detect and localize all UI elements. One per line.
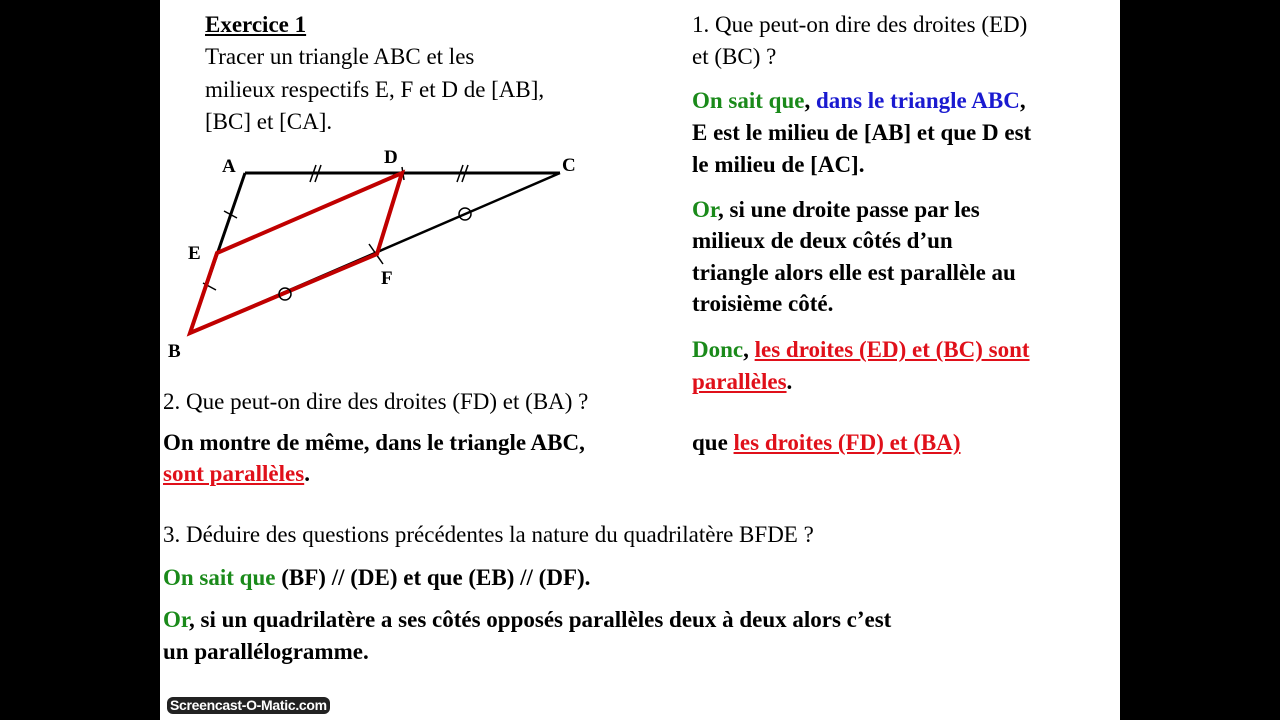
statement-line: milieux respectifs E, F et D de [AB],: [205, 77, 545, 102]
question-2: 2. Que peut-on dire des droites (FD) et (BA) ?: [163, 389, 589, 414]
answer-1-line: triangle alors elle est parallèle au: [692, 260, 1016, 285]
slide: [160, 0, 1120, 720]
answer-1-line: milieux de deux côtés d’un: [692, 228, 953, 253]
answer-3-line: On sait que (BF) // (DE) et que (EB) // (DF).: [163, 565, 591, 590]
statement-line: [BC] et [CA].: [205, 109, 333, 134]
exercise-title: Exercice 1: [205, 12, 307, 37]
answer-1-conclusion: parallèles.: [692, 369, 793, 394]
label-d: D: [384, 147, 398, 168]
answer-2-line: que les droites (FD) et (BA): [692, 430, 961, 455]
answer-3-line: un parallélogramme.: [163, 639, 369, 664]
label-a: A: [222, 156, 236, 177]
answer-2-line: sont parallèles.: [163, 461, 310, 486]
watermark: Screencast-O-Matic.com: [167, 697, 330, 714]
answer-1-line: le milieu de [AC].: [692, 152, 865, 177]
answer-1-line: Or, si une droite passe par les: [692, 197, 980, 222]
label-f: F: [381, 268, 393, 289]
question-1: 1. Que peut-on dire des droites (ED): [692, 12, 1028, 37]
question-1: et (BC) ?: [692, 44, 777, 69]
label-e: E: [188, 243, 201, 264]
answer-1-line: E est le milieu de [AB] et que D est: [692, 120, 1032, 145]
answer-2-line: On montre de même, dans le triangle ABC,: [163, 430, 585, 455]
label-c: C: [562, 155, 576, 176]
answer-1-line: troisième côté.: [692, 291, 834, 316]
answer-1-conclusion: Donc, les droites (ED) et (BC) sont: [692, 337, 1030, 362]
parallelogram-bfde: [190, 173, 402, 333]
question-3: 3. Déduire des questions précédentes la nature du quadrilatère BFDE ?: [163, 522, 814, 547]
answer-1-line: On sait que, dans le triangle ABC,: [692, 88, 1026, 113]
statement-line: Tracer un triangle ABC et les: [205, 44, 475, 69]
answer-3-line: Or, si un quadrilatère a ses côtés opposés parallèles deux à deux alors c’est: [163, 607, 892, 632]
label-b: B: [168, 341, 181, 362]
